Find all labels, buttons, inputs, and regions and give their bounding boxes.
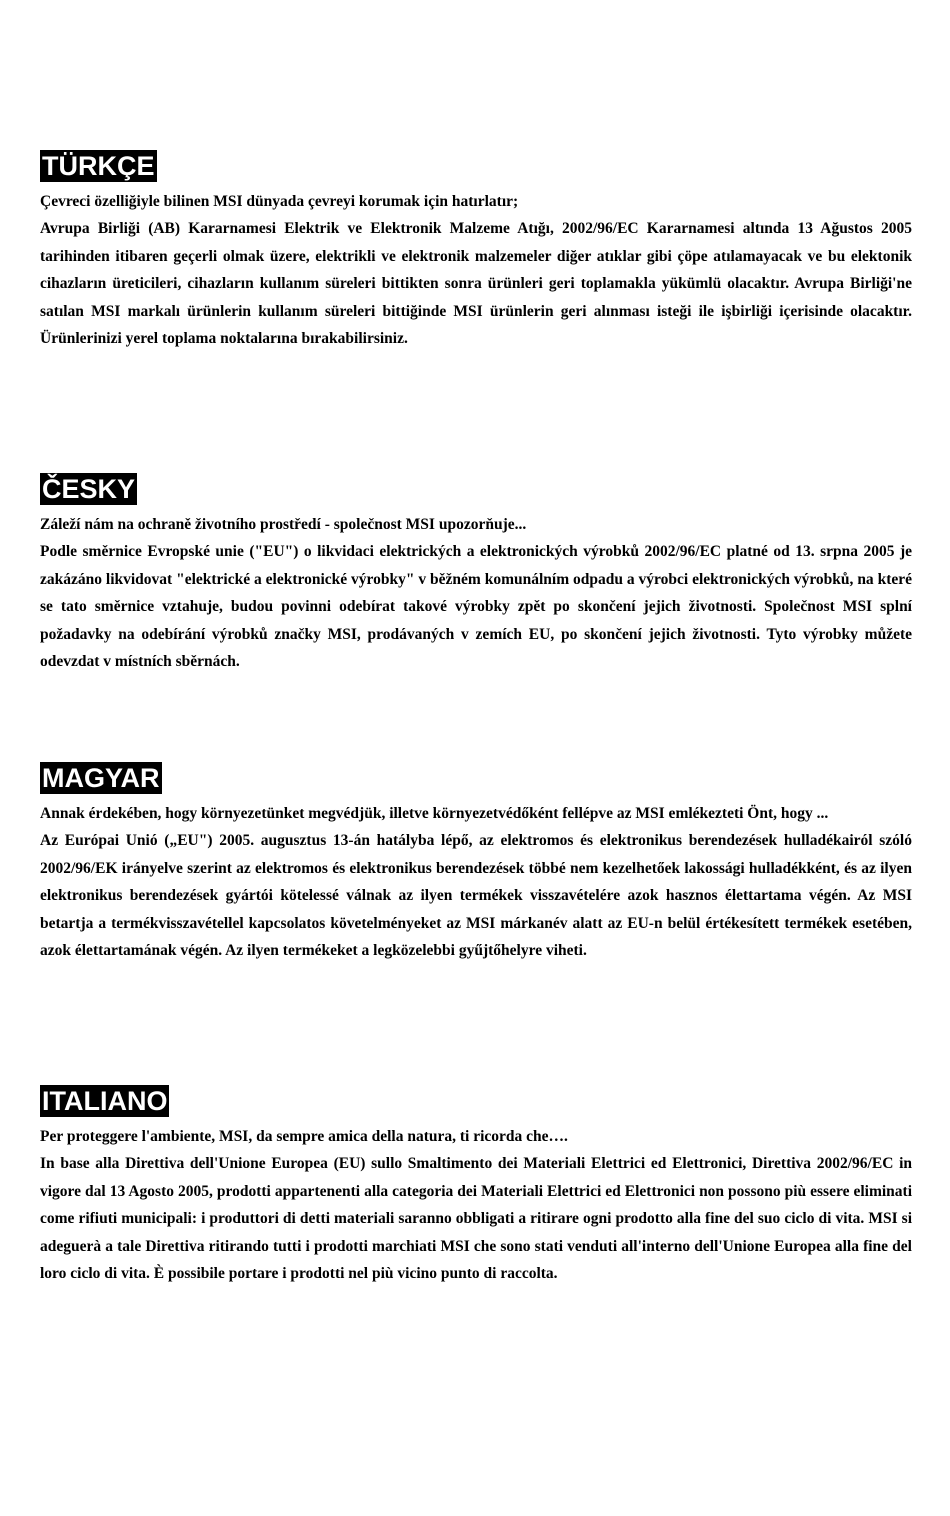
- section-heading: ITALIANO: [42, 1086, 168, 1116]
- section-intro: Per proteggere l'ambiente, MSI, da sempre amica della natura, ti ricorda che….: [40, 1128, 568, 1145]
- section-heading: ČESKY: [42, 474, 136, 504]
- section-heading: MAGYAR: [42, 763, 160, 793]
- section-body: Avrupa Birliği (AB) Kararnamesi Elektrik ve Elektronik Malzeme Atığı, 2002/96/EC Kararnamesi altında 13 Ağustos 2005 tarihinden itibaren geçerli olmak üzere, elektrikli ve elektronik malzemeler diğer atıklar gibi çöpe atılamayacak ve bu elektonik cihazların üreticileri, cihazların kullanım süreleri bittikten sonra ürünleri geri toplamakla yükümlü olacaktır. Avrupa Birliği'ne satılan MSI markalı ürünlerin kullanım süreleri bittiğinde MSI ürünlerin geri alınması isteği ile işbirliği içerisinde olacaktır. Ürünlerinizi yerel toplama noktalarına bırakabilirsiniz.: [40, 220, 912, 347]
- section-turkish: [40, 150, 912, 353]
- section-hungarian: [40, 762, 912, 965]
- section-body: Az Európai Unió („EU") 2005. augusztus 13-án hatályba lépő, az elektromos és elektronikus berendezések hulladékairól szóló 2002/96/EK irányelve szerint az elektromos és elektronikus berendezések többé nem kezelhetőek lakossági hulladékként, és az ilyen elektronikus berendezések gyártói kötelessé válnak az ilyen termékek visszavételére azok hasznos élettartama végén. Az MSI betartja a termékvisszavétellel kapcsolatos követelményeket az MSI márkanév alatt az EU-n belül értékesített termékek esetében, azok élettartamának végén. Az ilyen termékeket a legközelebbi gyűjtőhelyre viheti.: [40, 832, 912, 959]
- section-heading: TÜRKÇE: [42, 151, 155, 181]
- section-italian: [40, 1085, 912, 1288]
- section-intro: Annak érdekében, hogy környezetünket megvédjük, illetve környezetvédőként fellépve az MSI emlékezteti Önt, hogy ...: [40, 805, 829, 822]
- section-body: In base alla Direttiva dell'Unione Europea (EU) sullo Smaltimento dei Materiali Elettrici ed Elettronici, Direttiva 2002/96/EC in vigore dal 13 Agosto 2005, prodotti appartenenti alla categoria dei Materiali Elettrici ed Elettronici non possono più essere eliminati come rifiuti municipali: i produttori di detti materiali saranno obbligati a ritirare ogni prodotto alla fine del suo ciclo di vita. MSI si adeguerà a tale Direttiva ritirando tutti i prodotti marchiati MSI che sono stati venduti all'interno dell'Unione Europea alla fine del loro ciclo di vita. È possibile portare i prodotti nel più vicino punto di raccolta.: [40, 1155, 912, 1282]
- section-body: Podle směrnice Evropské unie ("EU") o likvidaci elektrických a elektronických výrobků 2002/96/EC platné od 13. srpna 2005 je zakázáno likvidovat "elektrické a elektronické výrobky" v běžném komunálním odpadu a výrobci elektronických výrobků, na které se tato směrnice vztahuje, budou povinni odebírat takové výrobky zpět po skončení jejich životnosti. Společnost MSI splní požadavky na odebírání výrobků značky MSI, prodávaných v zemích EU, po skončení jejich životnosti. Tyto výrobky můžete odevzdat v místních sběrnách.: [40, 543, 912, 670]
- section-intro: Çevreci özelliğiyle bilinen MSI dünyada çevreyi korumak için hatırlatır;: [40, 193, 519, 210]
- section-czech: [40, 473, 912, 676]
- section-intro: Záleží nám na ochraně životního prostředí - společnost MSI upozorňuje...: [40, 516, 527, 533]
